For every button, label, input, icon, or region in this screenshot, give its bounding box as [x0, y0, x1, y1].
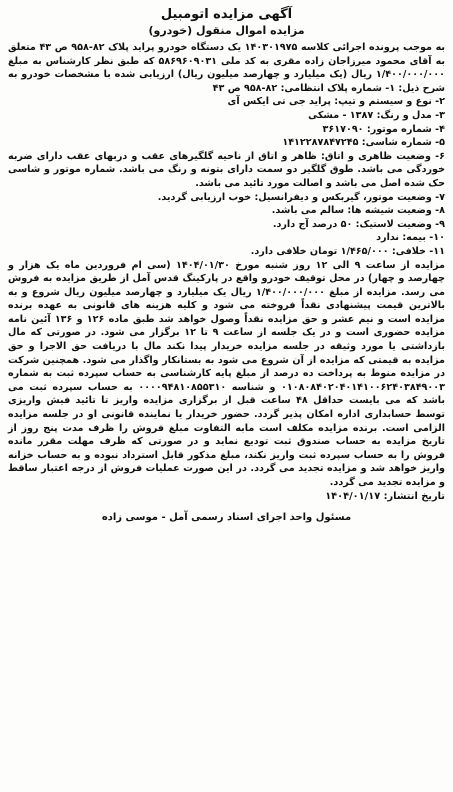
spec-item-engine-condition: ۷- وضعیت موتور، گیربکس و دیفرانسیل: خوب ارزیابی گردید. — [157, 191, 445, 203]
spec-item-appearance: ۶- وضعیت ظاهری و اتاق: ظاهر و اتاق از ناحیه گلگیرهای عقب و دربهای عقب دارای ضربه خوردگی می باشد. طوق گلگیر دو سمت دارای بتونه و رنگ می باشد. شماره موتور و شاسی حک شده اصل می باشد و اصالت مورد تائید می باشد. — [8, 150, 445, 189]
spec-item-model-color: ۳- مدل و رنگ: ۱۳۸۷ - مشکی — [308, 109, 445, 121]
signature-line: مسئول واحد اجرای اسناد رسمی آمل - موسی زاده — [101, 511, 352, 523]
intro-paragraph: به موجب پرونده اجرائی کلاسه ۱۴۰۳۰۱۹۷۵ یک دستگاه خودرو پراید پلاک ۸۲-۹۵۸ ص ۴۳ متعلق به آقای محمود میرزاجان زاده مقری به کد ملی ۵۸۶۹۶۰۹۰۳۱ که طبق نظر کارشناس به مبلغ ۱/۴۰۰/۰۰۰/۰۰۰ ریال (یک میلیارد و چهارصد میلیون ریال) ارزیابی شده با مشخصات خودرو به شرح ذیل: ۱- شماره پلاک انتظامی: ۸۲-۹۵۸ ص ۴۳ — [8, 42, 445, 94]
spec-item-insurance: ۱۰- بیمه: ندارد — [376, 232, 445, 244]
publish-date: تاریخ انتشار: ۱۴۰۴/۰۱/۱۷ — [325, 490, 445, 502]
spec-item-type: ۲- نوع و سیستم و تیپ: پراید جی تی ایکس آی — [227, 96, 445, 108]
spec-item-engine-number: ۴- شماره موتور: ۳۶۱۷۰۹۰ — [322, 123, 445, 135]
notice-subtitle: مزایده اموال منقول (خودرو) — [148, 24, 305, 37]
spec-item-glass: ۸- وضعیت شیشه ها: سالم می باشد. — [271, 205, 445, 217]
auction-terms-paragraph: مزایده از ساعت ۹ الی ۱۲ روز شنبه مورخ ۱۴۰۴/۰۱/۳۰ (سی ام فروردین ماه یک هزار و چهارصد و چهار) در محل توقیف خودرو واقع در پارکینگ قدس آمل از طریق مزایده به فروش می رسد. مزایده از مبلغ ۱/۴۰۰/۰۰۰/۰۰۰ ریال یک میلیارد و چهارصد میلیون ریال شروع و به بالاترین قیمت پیشنهادی نقداً فروخته می شود و کلیه هزینه های قانونی به عهده برنده مزایده است و نیم عشر و حق مزایده نقداً وصول خواهد شد طبق ماده ۱۲۶ و ۱۳۶ آئین نامه مزایده حضوری است و در یک جلسه از ساعت ۹ تا ۱۲ برگزار می شود. در صورتی که مال بازداشتی یا مورد وثیقه در جلسه مزایده خریدار پیدا نکند مال با دریافت حق الاجرا و حق مزایده به قیمتی که مزایده از آن شروع می شود به بستانکار واگذار می شود. همچنین شرکت در مزایده منوط به پرداخت ده درصد از مبلغ پایه کارشناسی به حساب سپرده ثبت به شماره ۰۱۰۸۰۸۴۰۲۰۴۰۱۴۱۰۰۶۲۴۰۳۸۴۹۰۰۳ و شناسه ۰۰۰۰۹۴۸۱۰۸۵۵۳۱۰ به حساب سپرده ثبت می باشد که می بایست حداقل ۴۸ ساعت قبل از برگزاری مزایده واریز تا تائید فیش واریزی توسط حسابداری اداره امکان پذیر گردد. حضور خریدار یا نماینده قانونی او در جلسه مزایده الزامی است. برنده مزایده مکلف است مابه التفاوت مبلغ فروش را ظرف مدت پنج روز از تاریخ مزایده به حساب صندوق ثبت تودیع نماید و در صورتی که ظرف مهلت مقرر مانده فروش را به حساب سپرده ثبت واریز نکند، مبلغ مذکور قابل استرداد نبوده و به حساب خزانه واریز خواهد شد و مزایده تجدید می گردد. در این صورت عملیات فروش از درجه اعتبار ساقط و مزایده تجدید می گردد. — [8, 259, 445, 488]
notice-title: آگهی مزایده اتومبیل — [160, 7, 293, 22]
spec-item-tires: ۹- وضعیت لاستیک: ۵۰ درصد آج دارد. — [272, 218, 445, 230]
notice-body — [8, 41, 445, 490]
spec-item-chassis-number: ۵- شماره شاسی: ۱۴۱۲۲۸۷۸۴۷۲۴۵ — [282, 137, 445, 149]
vehicle-spec-list — [8, 95, 445, 258]
spec-item-violations: ۱۱- خلافی: ۱/۴۶۵/۰۰۰ تومان خلافی دارد. — [250, 245, 445, 257]
